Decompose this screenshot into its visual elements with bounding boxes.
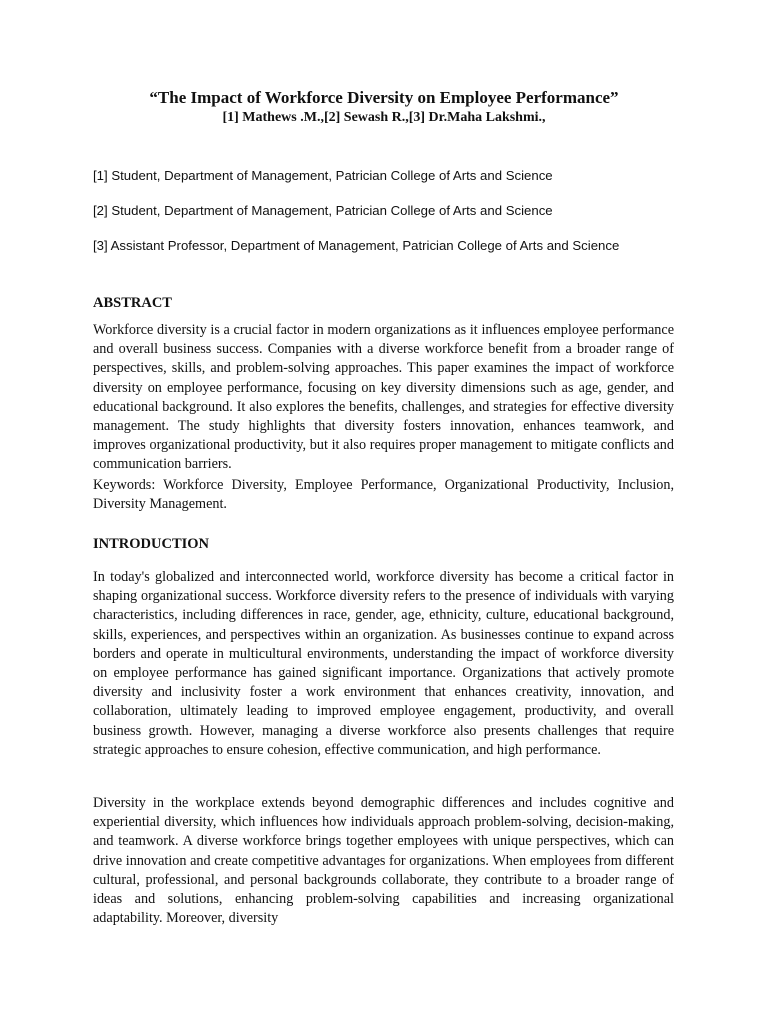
- affiliation-3: [3] Assistant Professor, Department of Management, Patrician College of Arts and Science: [93, 238, 620, 253]
- introduction-paragraph-2: Diversity in the workplace extends beyond demographic differences and includes cognitive and experiential diversity, which influences how individuals approach problem-solving, decision-making, and teamwork. A diverse workforce brings together employees with unique perspectives, which can drive innovation and create competitive advantages for organizations. When employees from different cultural, professional, and personal backgrounds collaborate, they contribute to a broader range of ideas and solutions, enhancing problem-solving capabilities and increasing organizational adaptability. Moreover, diversity: [93, 795, 674, 927]
- paper-authors: [1] Mathews .M.,[2] Sewash R.,[3] Dr.Maha Lakshmi.,: [222, 110, 546, 125]
- paper-title: “The Impact of Workforce Diversity on Employee Performance”: [149, 88, 619, 107]
- affiliation-2: [2] Student, Department of Management, Patrician College of Arts and Science: [93, 203, 553, 218]
- introduction-heading: INTRODUCTION: [93, 536, 210, 552]
- keywords-paragraph: Keywords: Workforce Diversity, Employee Performance, Organizational Productivity, Inclusion, Diversity Management.: [93, 476, 674, 512]
- introduction-paragraph-1: In today's globalized and interconnected world, workforce diversity has become a critical factor in shaping organizational success. Workforce diversity refers to the presence of individuals with varying characteristics, including differences in race, gender, age, ethnicity, culture, educational background, skills, experiences, and perspectives within an organization. As businesses continue to expand across borders and operate in multicultural environments, understanding the impact of workforce diversity on employee performance has gained significant importance. Organizations that actively promote diversity and inclusivity foster a work environment that enhances creativity, innovation, and collaboration, ultimately leading to improved employee engagement, productivity, and overall business growth. However, managing a diverse workforce also presents challenges that require strategic approaches to ensure cohesion, effective communication, and high performance.: [93, 569, 674, 758]
- abstract-heading: ABSTRACT: [93, 295, 172, 311]
- abstract-paragraph: Workforce diversity is a crucial factor in modern organizations as it influences employee performance and overall business success. Companies with a diverse workforce benefit from a broader range of perspectives, skills, and problem-solving approaches. This paper examines the impact of workforce diversity on employee performance, focusing on key diversity dimensions such as age, gender, and educational background. It also explores the benefits, challenges, and strategies for effective diversity management. The study highlights that diversity fosters innovation, enhances teamwork, and improves organizational productivity, but it also requires proper management to mitigate conflicts and communication barriers.: [93, 322, 674, 473]
- affiliation-1: [1] Student, Department of Management, Patrician College of Arts and Science: [93, 168, 553, 183]
